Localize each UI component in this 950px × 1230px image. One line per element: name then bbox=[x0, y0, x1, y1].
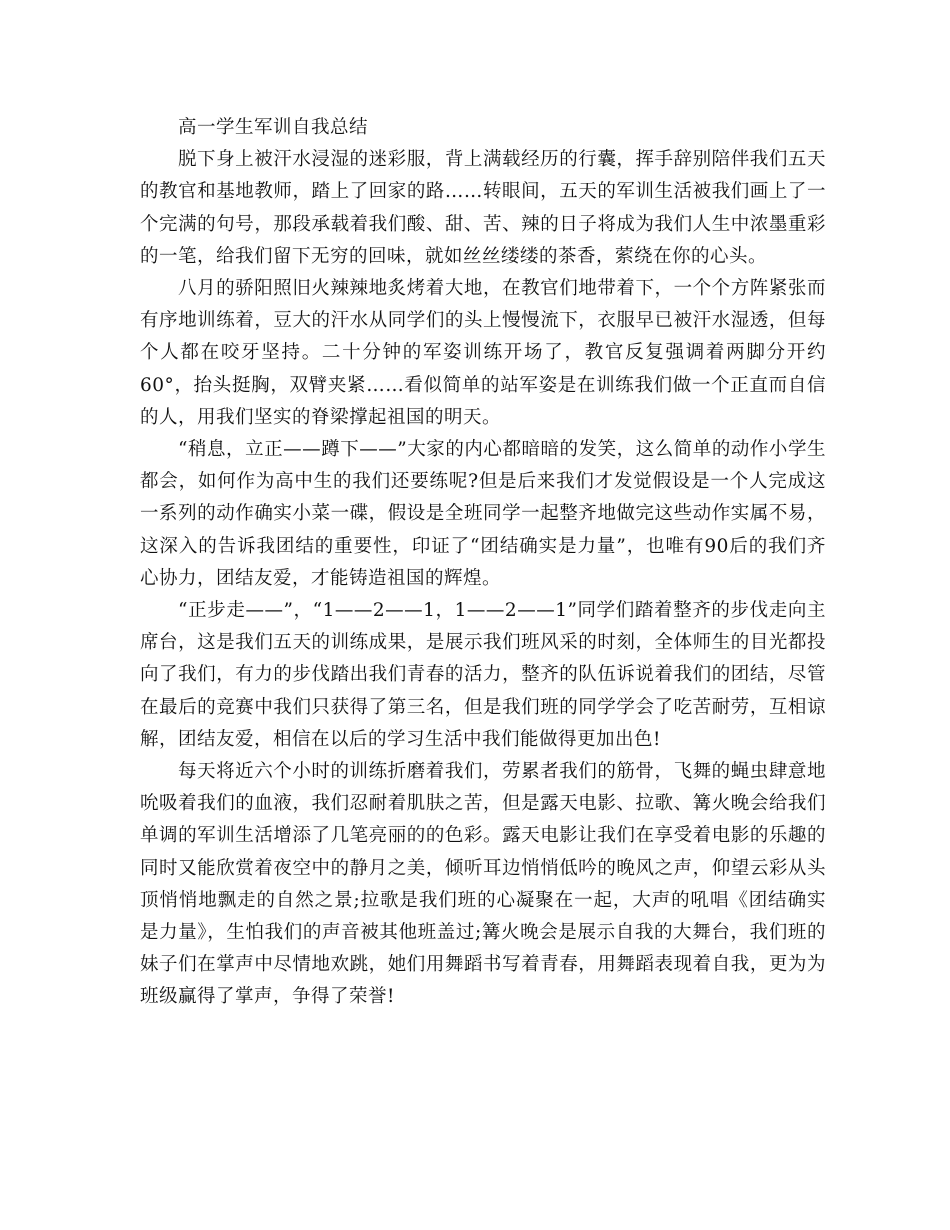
paragraph-3: “稍息，立正——蹲下——”大家的内心都暗暗的发笑，这么简单的动作小学生都会，如何作为高中生的我们还要练呢?但是后来我们才发觉假设是一个人完成这一系列的动作确实小菜一碟，假设是全班同学一起整齐地做完这些动作实属不易，这深入的告诉我团结的重要性，印证了“团结确实是力量”，也唯有90后的我们齐心协力，团结友爱，才能铸造祖国的辉煌。 bbox=[140, 439, 826, 589]
document-body bbox=[140, 112, 826, 1014]
paragraph-4: “正步走——”，“1——2——1，1——2——1”同学们踏着整齐的步伐走向主席台，这是我们五天的训练成果，是展示我们班风采的时刻，全体师生的目光都投向了我们，有力的步伐踏出我们青春的活力，整齐的队伍诉说着我们的团结，尽管在最后的竞赛中我们只获得了第三名，但是我们班的同学学会了吃苦耐劳，互相谅解，团结友爱，相信在以后的学习生活中我们能做得更加出色! bbox=[140, 600, 826, 750]
paragraph-2: 八月的骄阳照旧火辣辣地炙烤着大地，在教官们地带着下，一个个方阵紧张而有序地训练着，豆大的汗水从同学们的头上慢慢流下，衣服早已被汗水湿透，但每个人都在咬牙坚持。二十分钟的军姿训练开场了，教官反复强调着两脚分开约60°，抬头挺胸，双臂夹紧……看似简单的站军姿是在训练我们做一个正直而自信的人，用我们坚实的脊梁撑起祖国的明天。 bbox=[140, 278, 826, 428]
document-title: 高一学生军训自我总结 bbox=[178, 117, 369, 138]
paragraph-5: 每天将近六个小时的训练折磨着我们，劳累者我们的筋骨，飞舞的蝇虫肆意地吮吸着我们的血液，我们忍耐着肌肤之苦，但是露天电影、拉歌、篝火晚会给我们单调的军训生活增添了几笔亮丽的的色彩。露天电影让我们在享受着电影的乐趣的同时又能欣赏着夜空中的静月之美，倾听耳边悄悄低吟的晚风之声，仰望云彩从头顶悄悄地飘走的自然之景;拉歌是我们班的心凝聚在一起，大声的吼唱《团结确实是力量》，生怕我们的声音被其他班盖过;篝火晚会是展示自我的大舞台，我们班的妹子们在掌声中尽情地欢跳，她们用舞蹈书写着青春，用舞蹈表现着自我，更为为班级赢得了掌声，争得了荣誉! bbox=[140, 761, 826, 1008]
paragraph-1: 脱下身上被汗水浸湿的迷彩服，背上满载经历的行囊，挥手辞别陪伴我们五天的教官和基地教师，踏上了回家的路……转眼间，五天的军训生活被我们画上了一个完满的句号，那段承载着我们酸、甜、苦、辣的日子将成为我们人生中浓墨重彩的一笔，给我们留下无穷的回味，就如丝丝缕缕的茶香，萦绕在你的心头。 bbox=[140, 149, 826, 267]
